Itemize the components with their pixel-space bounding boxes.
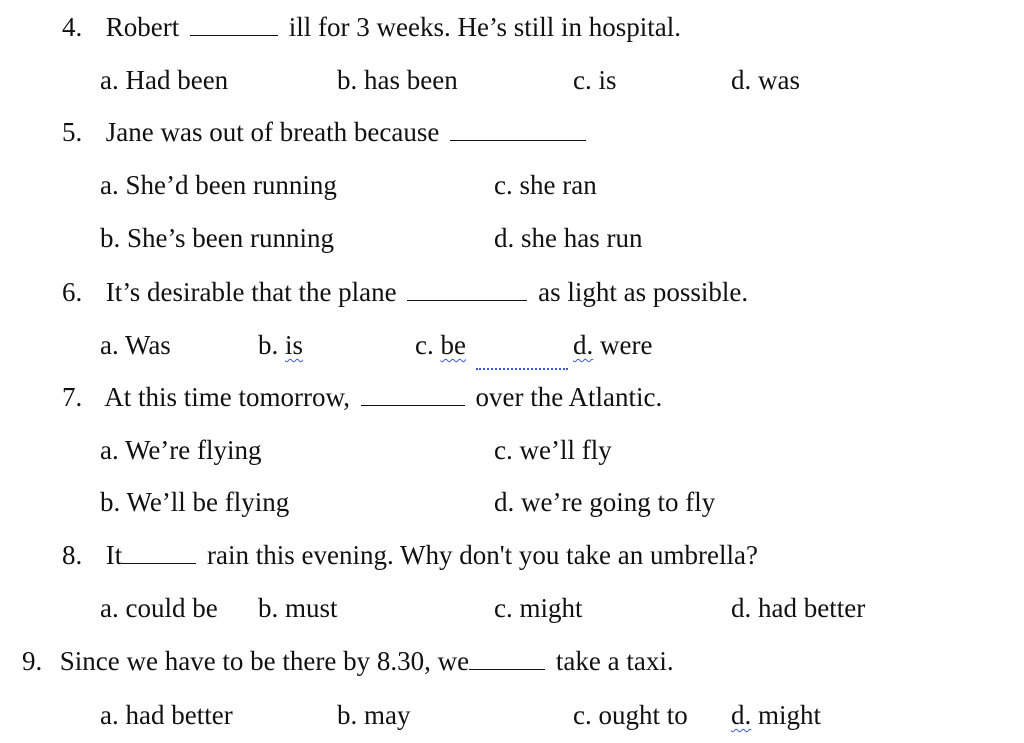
option-letter: c. [415, 330, 434, 360]
question-8 [62, 542, 758, 569]
option-b: b. has been [337, 65, 458, 95]
option-a: a. We’re flying [100, 435, 262, 465]
question-text-before: It’s desirable that the plane [105, 277, 397, 307]
question-6 [62, 279, 748, 306]
question-text-before: At this time tomorrow, [104, 382, 350, 412]
option-d: d. had better [731, 593, 866, 623]
option-b: b. She’s been running [100, 223, 334, 253]
option-text: were [600, 330, 653, 360]
question-number: 8. [62, 540, 83, 570]
option-b: b. may [337, 700, 411, 730]
option-c: c. she ran [494, 170, 597, 200]
option-a: a. could be [100, 593, 218, 623]
question-text-after: ill for 3 weeks. He’s still in hospital. [288, 12, 681, 42]
option-d [573, 332, 652, 359]
option-c: c. ought to [573, 700, 688, 730]
option-letter: d. [731, 700, 752, 730]
question-text-after: rain this evening. Why don't you take an umbrella? [207, 540, 758, 570]
option-a: a. had better [100, 700, 233, 730]
question-7 [62, 384, 662, 411]
option-a: a. She’d been running [100, 170, 337, 200]
question-text-before: Robert [105, 12, 180, 42]
option-d: d. we’re going to fly [494, 487, 716, 517]
question-text-before: Jane was out of breath because [105, 117, 440, 147]
question-number: 4. [62, 12, 83, 42]
question-number: 7. [62, 382, 83, 412]
question-text-after: as light as possible. [538, 277, 749, 307]
answer-blank [190, 34, 278, 36]
option-b: b. We’ll be flying [100, 487, 290, 517]
option-text: is [285, 330, 304, 360]
option-a: a. Was [100, 330, 171, 360]
answer-blank [361, 404, 465, 406]
option-a: a. Had been [100, 65, 229, 95]
option-d: d. was [731, 65, 800, 95]
question-number: 6. [62, 277, 83, 307]
option-text: be [440, 330, 466, 360]
option-c: c. we’ll fly [494, 435, 612, 465]
question-5 [62, 119, 590, 146]
question-text-after: over the Atlantic. [475, 382, 663, 412]
option-d [731, 702, 821, 729]
question-number: 5. [62, 117, 83, 147]
question-9 [22, 648, 674, 675]
option-b: b. must [258, 593, 338, 623]
option-letter: b. [258, 330, 279, 360]
question-text-after: take a taxi. [555, 646, 674, 676]
question-text-before: Since we have to be there by 8.30, we [59, 646, 470, 676]
answer-blank [469, 668, 545, 670]
option-letter: d. [573, 330, 594, 360]
question-number: 9. [22, 646, 43, 676]
option-b [258, 332, 303, 359]
option-c [415, 332, 466, 359]
answer-blank [450, 139, 586, 141]
option-d: d. she has run [494, 223, 643, 253]
option-text: might [758, 700, 822, 730]
answer-blank [407, 299, 527, 301]
option-c: c. is [573, 65, 617, 95]
option-c: c. might [494, 593, 583, 623]
grammar-squiggle [476, 364, 568, 370]
question-text-before: It [105, 540, 123, 570]
question-4 [62, 14, 681, 41]
answer-blank [122, 562, 196, 564]
